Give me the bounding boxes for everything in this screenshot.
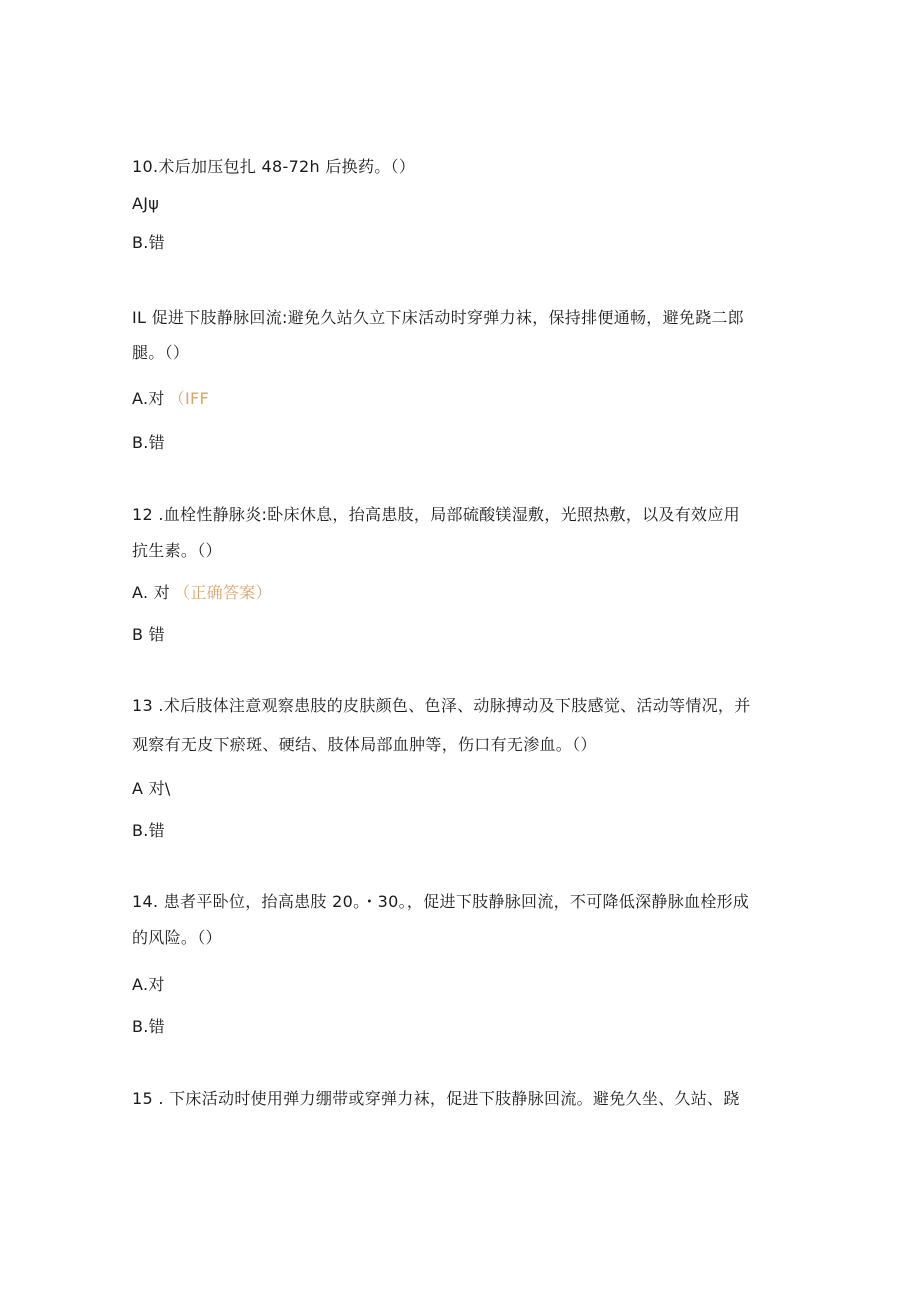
option-label: B.错 [132,1017,165,1036]
question-13-text-line-1: 13 .术后肢体注意观察患肢的皮肤颜色、色泽、动脉搏动及下肢感觉、活动等情况，并 [132,696,751,715]
option-label: A.对 [132,389,165,408]
question-14-option-a [132,975,165,995]
option-label: B.错 [132,433,165,452]
option-label: A. 对 [132,583,171,602]
option-label: B 错 [132,625,165,644]
question-10-option-b [132,233,165,253]
question-14-text-line-2: 的风险。（） [132,928,222,947]
question-11-text-line-2: 腿。（） [132,343,190,362]
question-11-option-b [132,433,165,453]
question-13-option-a [132,779,171,799]
question-11-text-line-1: IL 促进下肢静脉回流:避免久站久立下床活动时穿弹力袜，保持排便通畅，避免跷二郎 [132,308,745,327]
option-label: B.错 [132,821,165,840]
question-13-option-b [132,821,165,841]
question-13-text-line-2: 观察有无皮下瘀斑、硬结、肢体局部血肿等，伤口有无渗血。（） [132,735,597,754]
answer-mark: （IFF [168,389,209,408]
question-12-option-a [132,583,272,603]
question-14-option-b [132,1017,165,1037]
question-15-text-line-1: 15 . 下床活动时使用弹力绷带或穿弹力袜，促进下肢静脉回流。避免久坐、久站、跷 [132,1089,740,1108]
option-label: A.对 [132,975,165,994]
question-12-text-line-1: 12 .血栓性静脉炎:卧床休息，抬高患肢，局部硫酸镁湿敷，光照热敷，以及有效应用 [132,505,740,524]
question-11-option-a [132,389,209,409]
option-label: B.错 [132,233,165,252]
question-12-option-b [132,625,165,645]
correct-answer-mark: （正确答案） [174,583,272,602]
question-10-text: 10.术后加压包扎 48-72h 后换药。（） [132,157,416,176]
option-label: A 对\ [132,779,171,798]
question-12-text-line-2: 抗生素。（） [132,541,222,560]
question-14-text-line-1: 14. 患者平卧位，抬高患肢 20。・30。，促进下肢静脉回流，不可降低深静脉血栓形成 [132,892,750,911]
option-label: AJψ [132,194,160,213]
question-10-option-a [132,194,159,214]
